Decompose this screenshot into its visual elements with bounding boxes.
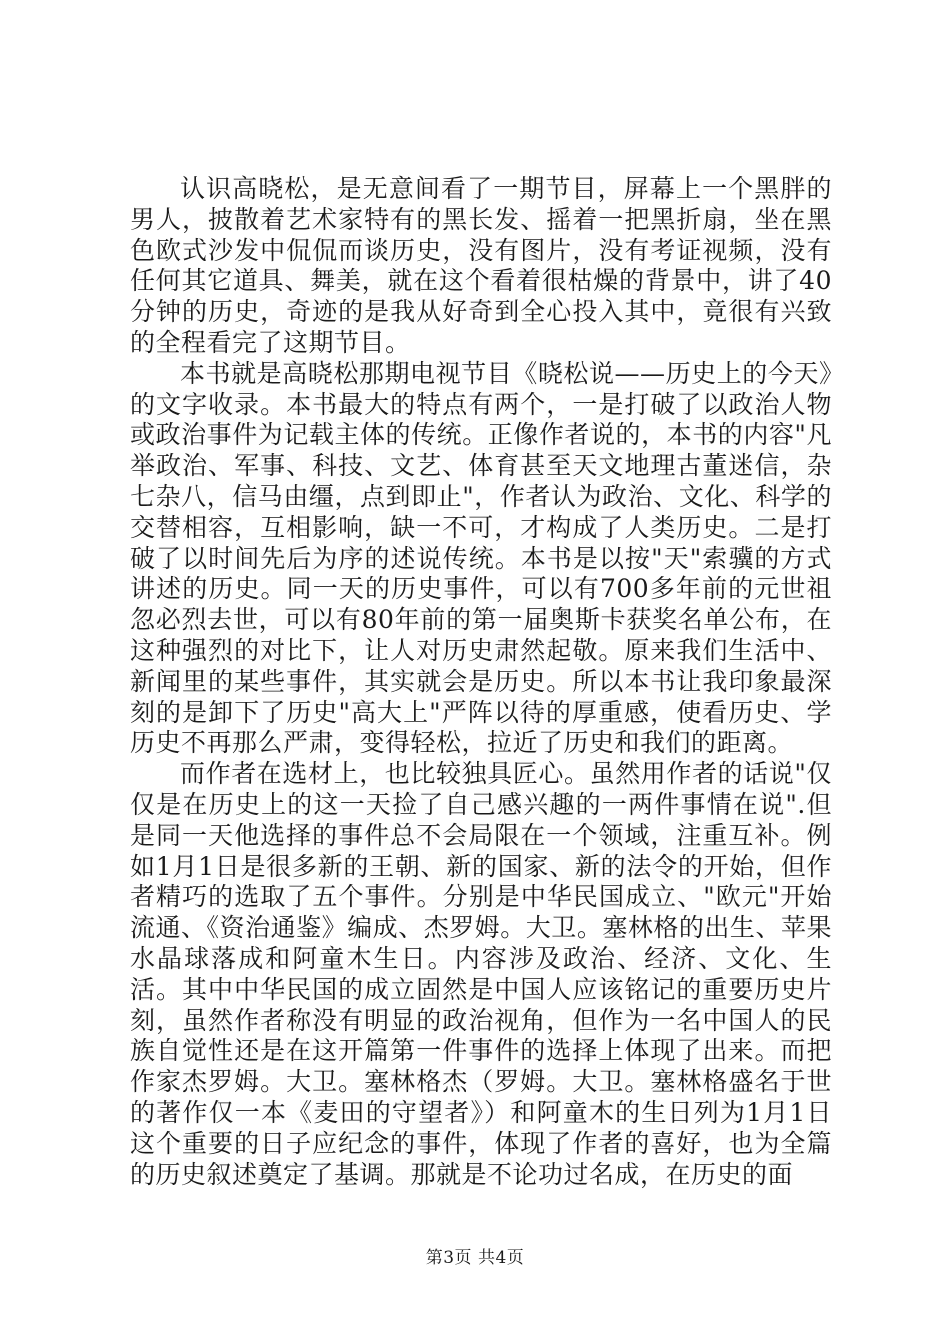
- body-text: [130, 174, 832, 1190]
- paragraph-2: 本书就是高晓松那期电视节目《晓松说——历史上的今天》的文字收录。本书最大的特点有两个，一是打破了以政治人物或政治事件为记载主体的传统。正像作者说的，本书的内容"凡举政治、军事、科技、文艺、体育甚至天文地理古董迷信，杂七杂八，信马由缰，点到即止"，作者认为政治、文化、科学的交替相容，互相影响，缺一不可，才构成了人类历史。二是打破了以时间先后为序的述说传统。本书是以按"天"索骥的方式讲述的历史。同一天的历史事件，可以有700多年前的元世祖忽必烈去世，可以有80年前的第一届奥斯卡获奖名单公布，在这种强烈的对比下，让人对历史肃然起敬。原来我们生活中、新闻里的某些事件，其实就会是历史。所以本书让我印象最深刻的是卸下了历史"高大上"严阵以待的厚重感，使看历史、学历史不再那么严肃，变得轻松，拉近了历史和我们的距离。: [130, 358, 832, 758]
- page-footer: 第3页 共4页: [425, 1248, 525, 1268]
- paragraph-3: 而作者在选材上，也比较独具匠心。虽然用作者的话说"仅仅是在历史上的这一天捡了自己感兴趣的一两件事情在说".但是同一天他选择的事件总不会局限在一个领域，注重互补。例如1月1日是很多新的王朝、新的国家、新的法令的开始，但作者精巧的选取了五个事件。分别是中华民国成立、"欧元"开始流通、《资治通鉴》编成、杰罗姆。大卫。塞林格的出生、苹果水晶球落成和阿童木生日。内容涉及政治、经济、文化、生活。其中中华民国的成立固然是中国人应该铭记的重要历史片刻，虽然作者称没有明显的政治视角，但作为一名中国人的民族自觉性还是在这开篇第一件事件的选择上体现了出来。而把作家杰罗姆。大卫。塞林格杰（罗姆。大卫。塞林格盛名于世的著作仅一本《麦田的守望者》）和阿童木的生日列为1月1日这个重要的日子应纪念的事件，体现了作者的喜好，也为全篇的历史叙述奠定了基调。那就是不论功过名成，在历史的面: [130, 759, 832, 1189]
- paragraph-1: 认识高晓松，是无意间看了一期节目，屏幕上一个黑胖的男人，披散着艺术家特有的黑长发、摇着一把黑折扇，坐在黑色欧式沙发中侃侃而谈历史，没有图片，没有考证视频，没有任何其它道具、舞美，就在这个看着很枯燥的背景中，讲了40分钟的历史，奇迹的是我从好奇到全心投入其中，竟很有兴致的全程看完了这期节目。: [130, 174, 832, 357]
